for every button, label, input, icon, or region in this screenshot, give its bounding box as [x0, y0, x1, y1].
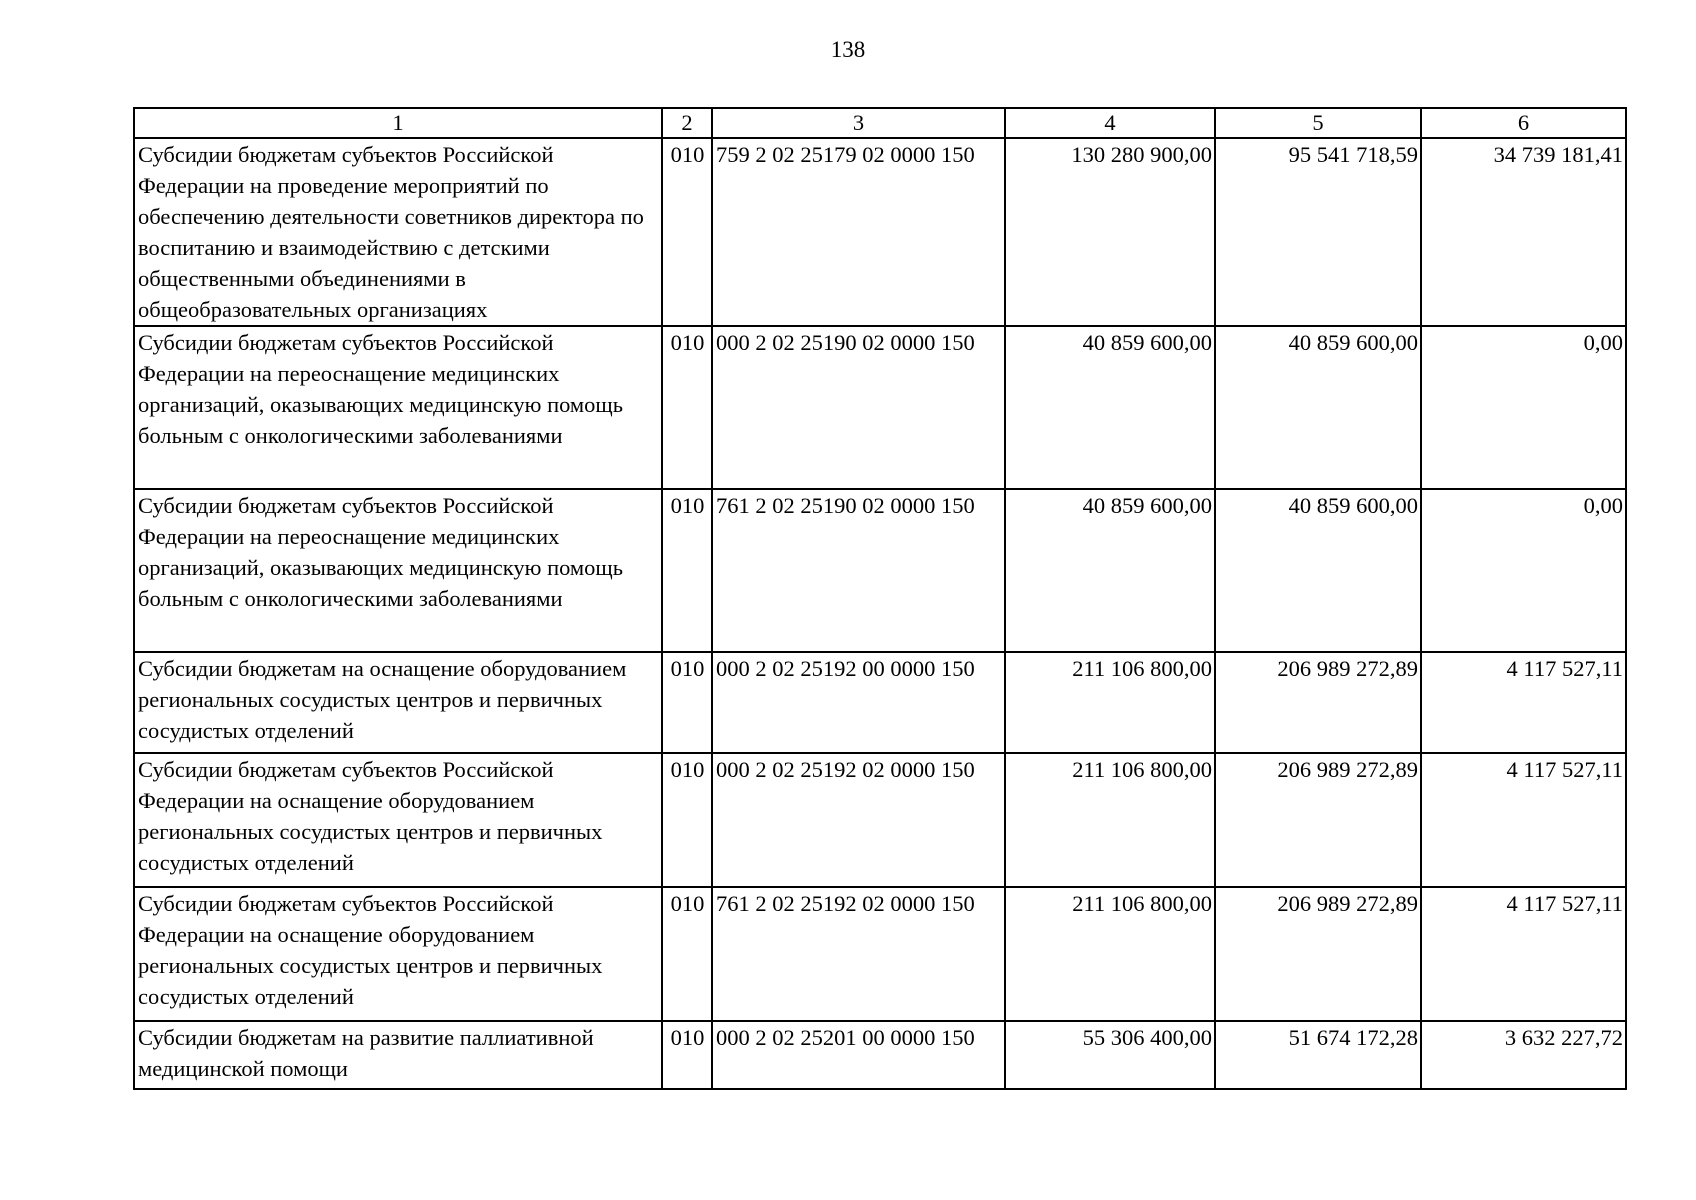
row-approved-amount: 130 280 900,00: [1005, 138, 1215, 326]
row-line-code: 010: [662, 652, 712, 753]
row-executed-amount: 51 674 172,28: [1215, 1021, 1421, 1089]
row-name: Субсидии бюджетам на развитие паллиативной медицинской помощи: [134, 1021, 662, 1089]
row-approved-amount: 40 859 600,00: [1005, 489, 1215, 652]
column-header-4: 4: [1005, 108, 1215, 138]
row-name: Субсидии бюджетам на оснащение оборудованием региональных сосудистых центров и первичных сосудистых отделений: [134, 652, 662, 753]
row-line-code: 010: [662, 753, 712, 887]
column-header-3: 3: [712, 108, 1005, 138]
row-budget-code: 000 2 02 25201 00 0000 150: [712, 1021, 1005, 1089]
row-executed-amount: 40 859 600,00: [1215, 489, 1421, 652]
column-header-6: 6: [1421, 108, 1626, 138]
row-budget-code: 761 2 02 25190 02 0000 150: [712, 489, 1005, 652]
row-name: Субсидии бюджетам субъектов Российской Федерации на проведение мероприятий по обеспечению деятельности советников директора по воспитанию и взаимодействию с детскими общественными объединениями в общеобразовательных организациях: [134, 138, 662, 326]
row-budget-code: 759 2 02 25179 02 0000 150: [712, 138, 1005, 326]
table-row: [134, 887, 1626, 1021]
row-name: Субсидии бюджетам субъектов Российской Федерации на переоснащение медицинских организаций, оказывающих медицинскую помощь больным с онкологическими заболеваниями: [134, 326, 662, 489]
table-row: [134, 652, 1626, 753]
row-approved-amount: 55 306 400,00: [1005, 1021, 1215, 1089]
table-row: [134, 138, 1626, 326]
row-unexecuted-amount: 4 117 527,11: [1421, 887, 1626, 1021]
row-executed-amount: 95 541 718,59: [1215, 138, 1421, 326]
row-approved-amount: 211 106 800,00: [1005, 753, 1215, 887]
row-executed-amount: 206 989 272,89: [1215, 652, 1421, 753]
row-name: Субсидии бюджетам субъектов Российской Федерации на оснащение оборудованием региональных сосудистых центров и первичных сосудистых отделений: [134, 887, 662, 1021]
row-budget-code: 000 2 02 25192 02 0000 150: [712, 753, 1005, 887]
table-row: [134, 326, 1626, 489]
row-unexecuted-amount: 4 117 527,11: [1421, 753, 1626, 887]
row-line-code: 010: [662, 326, 712, 489]
table-row: [134, 489, 1626, 652]
row-name: Субсидии бюджетам субъектов Российской Федерации на оснащение оборудованием региональных сосудистых центров и первичных сосудистых отделений: [134, 753, 662, 887]
row-line-code: 010: [662, 1021, 712, 1089]
row-name: Субсидии бюджетам субъектов Российской Федерации на переоснащение медицинских организаций, оказывающих медицинскую помощь больным с онкологическими заболеваниями: [134, 489, 662, 652]
row-executed-amount: 40 859 600,00: [1215, 326, 1421, 489]
row-approved-amount: 211 106 800,00: [1005, 887, 1215, 1021]
row-line-code: 010: [662, 138, 712, 326]
page-number: 138: [830, 37, 866, 62]
table-row: [134, 1021, 1626, 1089]
row-budget-code: 000 2 02 25190 02 0000 150: [712, 326, 1005, 489]
row-unexecuted-amount: 3 632 227,72: [1421, 1021, 1626, 1089]
row-unexecuted-amount: 0,00: [1421, 326, 1626, 489]
row-unexecuted-amount: 0,00: [1421, 489, 1626, 652]
table-header-row: [134, 108, 1626, 138]
column-header-5: 5: [1215, 108, 1421, 138]
row-line-code: 010: [662, 489, 712, 652]
column-header-2: 2: [662, 108, 712, 138]
budget-execution-table: [133, 107, 1627, 1090]
row-line-code: 010: [662, 887, 712, 1021]
column-header-1: 1: [134, 108, 662, 138]
row-approved-amount: 211 106 800,00: [1005, 652, 1215, 753]
row-executed-amount: 206 989 272,89: [1215, 887, 1421, 1021]
row-budget-code: 000 2 02 25192 00 0000 150: [712, 652, 1005, 753]
row-approved-amount: 40 859 600,00: [1005, 326, 1215, 489]
row-unexecuted-amount: 34 739 181,41: [1421, 138, 1626, 326]
row-executed-amount: 206 989 272,89: [1215, 753, 1421, 887]
table-row: [134, 753, 1626, 887]
row-budget-code: 761 2 02 25192 02 0000 150: [712, 887, 1005, 1021]
row-unexecuted-amount: 4 117 527,11: [1421, 652, 1626, 753]
